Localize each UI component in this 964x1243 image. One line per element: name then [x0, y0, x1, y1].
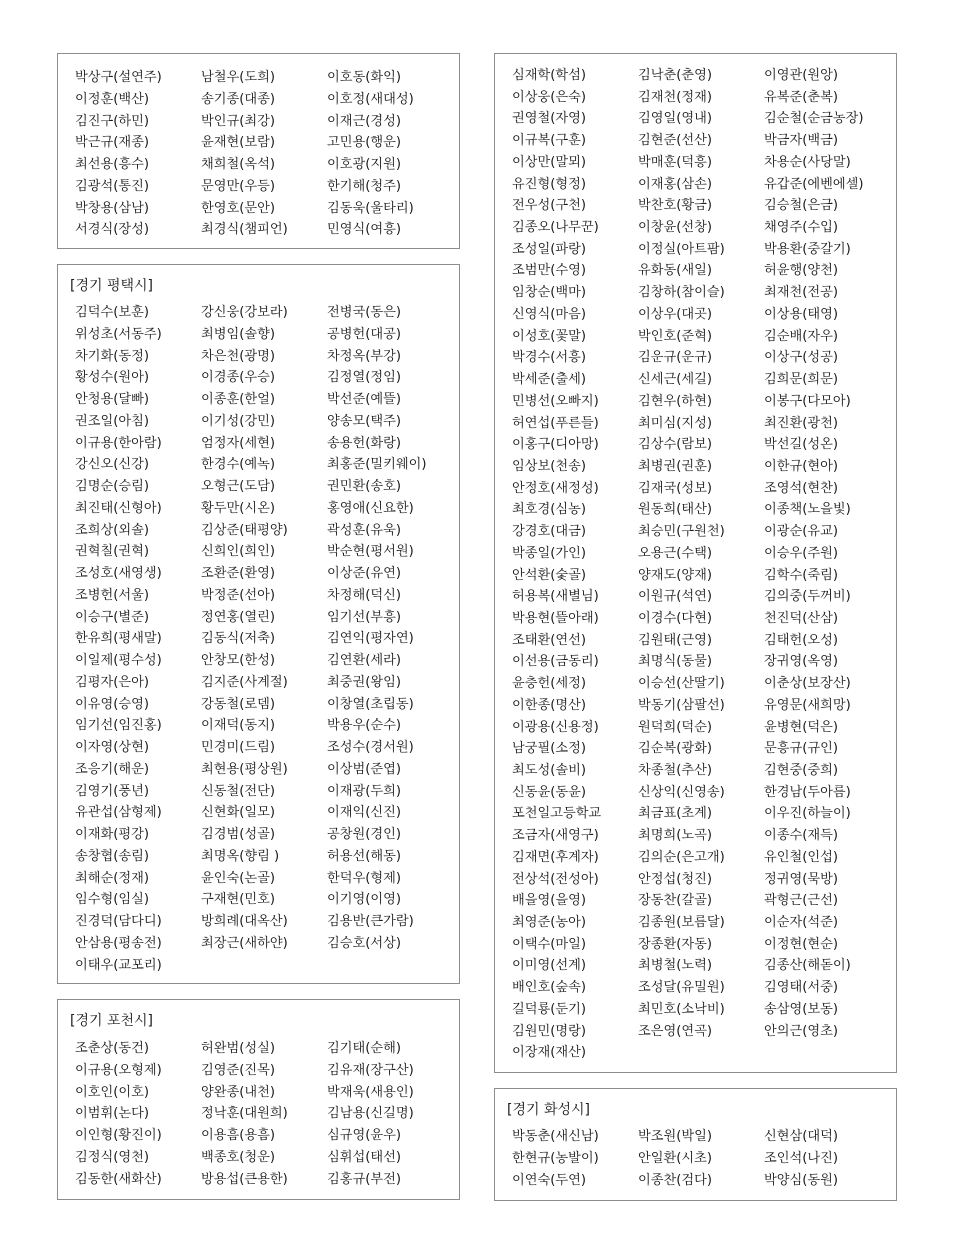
name-entry: 안의근(영초)	[764, 1023, 838, 1039]
name-entry: 한경남(두아름)	[764, 784, 851, 800]
name-entry: 이원규(석연)	[638, 589, 712, 605]
name-entry: 송용헌(화랑)	[327, 435, 401, 451]
section-title: [경기 포천시]	[70, 1013, 153, 1029]
name-entry: 민병선(오빠지)	[512, 393, 599, 409]
name-entry: 박순현(평서원)	[327, 544, 414, 560]
name-entry: 최명식(동물)	[638, 654, 712, 670]
name-entry: 이경종(우승)	[201, 370, 275, 386]
name-entry: 허용선(해동)	[327, 848, 401, 864]
name-entry: 윤인숙(논골)	[201, 870, 275, 886]
name-entry: 김명순(승림)	[75, 479, 149, 494]
name-entry: 최진환(광천)	[764, 415, 838, 431]
name-entry: 조성수(경서원)	[327, 740, 414, 755]
name-entry: 박근규(재종)	[75, 135, 149, 151]
name-entry: 이홍구(디아망)	[512, 437, 599, 453]
name-entry: 김동식(저축)	[201, 631, 275, 647]
section-pyeongtaek	[57, 264, 460, 984]
name-grid	[75, 302, 453, 976]
name-entry: 이재덕(동지)	[201, 718, 275, 734]
name-entry: 이창윤(선창)	[638, 220, 712, 236]
name-entry: 김기태(순해)	[327, 1041, 401, 1056]
name-entry: 박세준(출세)	[512, 372, 586, 388]
name-entry: 박매훈(덕흥)	[638, 154, 712, 170]
name-entry: 이미영(선계)	[512, 958, 586, 974]
name-entry: 장동찬(갈골)	[638, 893, 712, 909]
name-entry: 남궁필(소정)	[512, 741, 586, 757]
name-entry: 차종철(추산)	[638, 763, 712, 778]
name-entry: 위성초(서동주)	[75, 326, 162, 342]
name-entry: 이태우(교포리)	[75, 957, 162, 973]
name-entry: 김상준(태평양)	[201, 522, 288, 538]
name-entry: 오용근(수택)	[638, 545, 712, 561]
name-entry: 차용순(사당말)	[764, 154, 851, 170]
name-entry: 유갑준(에벤에셀)	[764, 176, 864, 192]
name-entry: 엄정자(세현)	[201, 435, 275, 451]
name-entry: 이승선(산딸기)	[638, 676, 725, 692]
name-entry: 조성일(파랑)	[512, 241, 586, 257]
name-entry: 김남용(신길명)	[327, 1106, 414, 1122]
name-entry: 포천일고등학교	[512, 806, 602, 822]
name-entry: 김덕수(보훈)	[75, 305, 149, 320]
name-entry: 이광순(유교)	[764, 524, 838, 540]
name-entry: 공병헌(대공)	[327, 326, 401, 342]
name-entry: 백종호(청운)	[201, 1149, 275, 1165]
name-entry: 최도성(솔비)	[512, 763, 586, 778]
name-entry: 최현용(평상원)	[201, 761, 288, 777]
name-entry: 신현삼(대덕)	[764, 1129, 838, 1144]
name-entry: 이상범(준엽)	[327, 761, 401, 777]
name-entry: 권영철(자영)	[512, 111, 586, 127]
name-entry: 고민용(행운)	[327, 135, 401, 151]
name-entry: 이승구(별준)	[75, 609, 149, 625]
name-entry: 유복준(춘복)	[764, 89, 838, 105]
name-entry: 이규복(구훈)	[512, 133, 586, 149]
name-entry: 안창모(한성)	[201, 653, 275, 668]
name-entry: 유화동(새일)	[638, 263, 712, 279]
name-entry: 박용환(중갈기)	[764, 241, 851, 257]
name-entry: 원동희(태산)	[638, 502, 712, 518]
name-entry: 차정해(덕신)	[327, 587, 401, 603]
name-entry: 이춘상(보장산)	[764, 676, 851, 692]
name-entry: 안일환(시초)	[638, 1150, 712, 1166]
name-entry: 이기성(강민)	[201, 413, 275, 429]
name-entry: 이상우(대곳)	[638, 306, 712, 322]
name-entry: 이한종(명산)	[512, 697, 586, 713]
name-entry: 신희인(희인)	[201, 544, 275, 560]
section-right-top	[494, 53, 897, 1073]
name-entry: 이자영(상현)	[75, 740, 149, 755]
name-entry: 권조일(아침)	[75, 413, 149, 429]
name-entry: 유영문(새희망)	[764, 697, 851, 713]
name-entry: 한덕우(형제)	[327, 870, 401, 886]
name-entry: 민영식(여흥)	[327, 222, 401, 238]
name-entry: 배을영(을영)	[512, 893, 586, 909]
name-entry: 곽형근(근선)	[764, 893, 838, 909]
name-entry: 문영만(우등)	[201, 178, 275, 194]
name-entry: 김재면(후계자)	[512, 849, 599, 865]
name-entry: 윤충헌(세정)	[512, 676, 586, 692]
name-entry: 곽성훈(유욱)	[327, 522, 401, 538]
name-entry: 방용섭(큰용한)	[201, 1171, 288, 1187]
name-entry: 박경수(서흥)	[512, 350, 586, 366]
name-entry: 임기선(부흥)	[327, 609, 401, 625]
name-entry: 신세근(세길)	[638, 372, 712, 388]
name-entry: 민경미(드림)	[201, 740, 275, 755]
name-entry: 오형근(도담)	[201, 479, 275, 494]
name-entry: 김용반(큰가람)	[327, 914, 414, 929]
name-entry: 양송모(택주)	[327, 413, 401, 429]
name-entry: 최재천(전공)	[764, 285, 838, 301]
name-entry: 박재욱(새용인)	[327, 1084, 414, 1100]
name-entry: 최명옥(향림 )	[201, 848, 280, 864]
name-entry: 박상구(설연주)	[75, 70, 162, 85]
name-entry: 김순복(광화)	[638, 741, 712, 757]
name-entry: 박동춘(새신남)	[512, 1129, 599, 1144]
name-entry: 장종환(자동)	[638, 936, 712, 952]
name-grid	[75, 1038, 453, 1190]
name-entry: 최민호(소낙비)	[638, 1001, 725, 1017]
name-entry: 박찬호(황금)	[638, 198, 712, 214]
name-entry: 김영기(풍년)	[75, 783, 149, 799]
name-entry: 박동기(삼팔선)	[638, 697, 725, 713]
name-entry: 김현중(중희)	[764, 763, 838, 778]
name-entry: 권혁칠(권혁)	[75, 544, 149, 560]
name-entry: 조희상(외솔)	[75, 522, 149, 538]
name-entry: 김의순(은고개)	[638, 849, 725, 865]
name-entry: 이규용(한아람)	[75, 435, 162, 451]
name-entry: 김순배(자우)	[764, 328, 838, 344]
name-entry: 박인호(준혁)	[638, 328, 712, 344]
name-entry: 김현우(하현)	[638, 393, 712, 409]
name-entry: 김홍규(부전)	[327, 1171, 401, 1187]
name-entry: 김상수(람보)	[638, 437, 712, 453]
name-entry: 이종훈(한얼)	[201, 392, 275, 407]
name-entry: 박금자(백금)	[764, 133, 838, 149]
name-entry: 김창하(참이슬)	[638, 285, 725, 301]
name-entry: 김의중(두꺼비)	[764, 589, 851, 605]
name-entry: 한영호(문안)	[201, 200, 275, 216]
name-entry: 한경수(예녹)	[201, 457, 275, 473]
name-entry: 이연숙(두연)	[512, 1172, 586, 1188]
name-entry: 이호인(이호)	[75, 1084, 149, 1100]
name-entry: 차기화(동정)	[75, 348, 149, 364]
name-entry: 이택수(마일)	[512, 936, 586, 952]
name-entry: 이종찬(검다)	[638, 1172, 712, 1188]
name-entry: 안석환(숯골)	[512, 567, 586, 583]
name-entry: 김원민(명랑)	[512, 1023, 586, 1039]
name-entry: 최선용(흥수)	[75, 157, 149, 172]
name-entry: 전상석(전성아)	[512, 871, 599, 887]
name-entry: 조태환(연선)	[512, 632, 586, 648]
name-entry: 김종오(나무꾼)	[512, 220, 599, 236]
name-entry: 박인규(최강)	[201, 113, 275, 129]
name-entry: 김승호(서상)	[327, 935, 401, 951]
name-entry: 이상웅(은숙)	[512, 89, 586, 105]
name-entry: 최홍준(밀키웨이)	[327, 457, 427, 473]
name-entry: 진경덕(담다디)	[75, 914, 162, 929]
name-entry: 김정식(영천)	[75, 1149, 149, 1165]
name-entry: 장귀영(옥영)	[764, 654, 838, 670]
name-entry: 이상용(태영)	[764, 306, 838, 322]
name-entry: 이영관(원앙)	[764, 68, 838, 83]
name-entry: 박용우(순수)	[327, 718, 401, 734]
name-entry: 김동한(새화산)	[75, 1171, 162, 1187]
name-entry: 김정열(정임)	[327, 370, 401, 386]
name-entry: 조인석(나진)	[764, 1150, 838, 1166]
name-entry: 천진덕(산삼)	[764, 610, 838, 626]
name-entry: 김진구(하민)	[75, 113, 149, 129]
name-entry: 최영준(농아)	[512, 915, 586, 931]
name-entry: 정연홍(열린)	[201, 609, 275, 625]
name-entry: 이상구(성공)	[764, 350, 838, 366]
name-entry: 채희철(옥석)	[201, 157, 275, 172]
name-entry: 임창순(백마)	[512, 285, 586, 301]
name-entry: 신상익(신영송)	[638, 784, 725, 800]
name-entry: 최중권(왕임)	[327, 674, 401, 690]
name-entry: 이상준(유연)	[327, 566, 401, 581]
name-entry: 신동윤(동윤)	[512, 784, 586, 800]
name-entry: 김재국(성보)	[638, 480, 712, 496]
name-entry: 방희례(대옥산)	[201, 914, 288, 929]
name-entry: 조범만(수영)	[512, 263, 586, 279]
name-entry: 최호경(심농)	[512, 502, 586, 518]
name-entry: 김태헌(오성)	[764, 632, 838, 648]
name-entry: 최금표(초계)	[638, 806, 712, 822]
name-entry: 최승민(구원천)	[638, 524, 725, 540]
name-entry: 송삼영(보동)	[764, 1001, 838, 1017]
name-entry: 김희문(희문)	[764, 372, 838, 388]
name-entry: 전병국(동은)	[327, 305, 401, 320]
name-entry: 길덕룡(둔기)	[512, 1001, 586, 1017]
name-entry: 김순철(순금농장)	[764, 111, 864, 127]
name-entry: 최병임(솔향)	[201, 326, 275, 342]
name-entry: 최병권(권훈)	[638, 458, 712, 474]
name-entry: 이규용(오형제)	[75, 1062, 162, 1078]
name-entry: 이용흠(용흠)	[201, 1128, 275, 1143]
name-entry: 윤재현(보람)	[201, 135, 275, 151]
name-entry: 이성호(꽃말)	[512, 328, 586, 344]
name-entry: 이재화(평강)	[75, 827, 149, 842]
name-entry: 권민환(송호)	[327, 479, 401, 494]
name-entry: 신영식(마음)	[512, 306, 586, 322]
name-entry: 이정실(아트팜)	[638, 241, 725, 257]
name-entry: 김종산(해돋이)	[764, 958, 851, 974]
name-entry: 조금자(새영구)	[512, 828, 599, 844]
name-entry: 이재광(두희)	[327, 783, 401, 799]
name-entry: 박정준(선아)	[201, 587, 275, 603]
name-entry	[764, 1042, 890, 1064]
name-entry: 이재홍(삼손)	[638, 176, 712, 192]
name-entry: 안청용(달빠)	[75, 392, 149, 407]
name-entry: 양완종(내천)	[201, 1084, 275, 1100]
name-entry: 이기영(이영)	[327, 892, 401, 908]
name-entry: 안정섭(청진)	[638, 871, 712, 887]
name-entry: 강신오(신강)	[75, 457, 149, 473]
name-entry: 조은영(연곡)	[638, 1023, 712, 1039]
name-entry: 최병철(노력)	[638, 958, 712, 974]
name-entry: 심규영(윤우)	[327, 1128, 401, 1143]
name-entry: 김경범(성골)	[201, 827, 275, 842]
name-entry: 최진태(신형아)	[75, 500, 162, 516]
section-title: [경기 평택시]	[70, 278, 153, 294]
name-entry: 최장근(새하얀)	[201, 935, 288, 951]
name-entry: 차은천(광명)	[201, 348, 275, 364]
name-entry: 유인철(인섭)	[764, 849, 838, 865]
name-entry: 유관섭(삼형제)	[75, 805, 162, 821]
name-entry: 강경호(대금)	[512, 524, 586, 540]
section-title: [경기 화성시]	[507, 1102, 590, 1118]
name-entry: 박양심(동원)	[764, 1172, 838, 1188]
name-entry: 김평자(은아)	[75, 674, 149, 690]
name-entry: 이우진(하늘이)	[764, 806, 851, 822]
name-entry: 문흥규(규인)	[764, 741, 838, 757]
name-entry: 강동철(로뎀)	[201, 696, 275, 712]
name-grid	[75, 67, 453, 241]
name-entry	[327, 955, 453, 977]
name-entry: 서경식(장성)	[75, 222, 149, 238]
name-entry: 박종일(가인)	[512, 545, 586, 561]
name-entry: 이종수(재득)	[764, 828, 838, 844]
name-entry: 조춘상(동건)	[75, 1041, 149, 1056]
name-entry: 정귀영(묵방)	[764, 871, 838, 887]
name-entry: 이광용(신용정)	[512, 719, 599, 735]
name-entry: 차정옥(부강)	[327, 348, 401, 364]
name-entry: 남철우(도희)	[201, 70, 275, 85]
name-entry: 공창원(경인)	[327, 827, 401, 842]
name-entry: 김승철(은금)	[764, 198, 838, 214]
name-entry: 김운규(운규)	[638, 350, 712, 366]
name-entry: 조성달(유밀원)	[638, 980, 725, 996]
name-entry: 강신웅(강보라)	[201, 305, 288, 320]
name-entry: 김영일(영내)	[638, 111, 712, 127]
name-entry: 심휘섭(태선)	[327, 1149, 401, 1165]
name-entry: 배인호(숲속)	[512, 980, 586, 996]
name-entry: 허용복(새별님)	[512, 589, 599, 605]
name-entry: 최미심(지성)	[638, 415, 712, 431]
name-entry: 김영준(진목)	[201, 1062, 275, 1078]
name-entry: 박선길(성온)	[764, 437, 838, 453]
name-entry: 안삼용(평송전)	[75, 935, 162, 951]
name-entry: 박용현(뜰아래)	[512, 610, 599, 626]
name-entry: 안정호(새정성)	[512, 480, 599, 496]
name-entry: 이승우(주원)	[764, 545, 838, 561]
name-entry: 신현화(일모)	[201, 805, 275, 821]
name-grid	[512, 65, 890, 1064]
name-entry: 황성수(원아)	[75, 370, 149, 386]
name-entry: 김낙춘(춘영)	[638, 68, 712, 83]
name-entry: 김종원(보름달)	[638, 915, 725, 931]
name-entry: 한현규(농발이)	[512, 1150, 599, 1166]
name-entry: 원덕희(덕순)	[638, 719, 712, 735]
name-entry: 김동욱(울타리)	[327, 200, 414, 216]
name-entry: 김영태(서중)	[764, 980, 838, 996]
name-entry: 채영주(수입)	[764, 220, 838, 236]
name-entry: 박창용(삼남)	[75, 200, 149, 216]
name-entry: 이순자(석준)	[764, 915, 838, 931]
name-entry: 허연섭(푸른들)	[512, 415, 599, 431]
name-entry: 황두만(시온)	[201, 500, 275, 516]
name-entry: 이봉구(다모아)	[764, 393, 851, 409]
name-entry: 최명희(노곡)	[638, 828, 712, 844]
name-entry: 김지준(사계절)	[201, 674, 288, 690]
name-entry: 송창협(송림)	[75, 848, 149, 864]
name-entry: 이상만(말뫼)	[512, 154, 586, 170]
name-entry: 정낙훈(대원희)	[201, 1106, 288, 1122]
name-entry: 최해순(정재)	[75, 870, 149, 886]
name-entry: 김재천(정재)	[638, 89, 712, 105]
name-entry: 이호정(새대성)	[327, 91, 414, 107]
name-entry: 양재도(양재)	[638, 567, 712, 583]
name-entry	[638, 1042, 764, 1064]
name-entry: 송기종(대종)	[201, 91, 275, 107]
name-entry: 김광석(통진)	[75, 178, 149, 194]
name-entry: 전우성(구천)	[512, 198, 586, 214]
name-entry: 신동철(전단)	[201, 783, 275, 799]
name-entry: 김유재(장구산)	[327, 1062, 414, 1078]
name-entry: 윤병현(덕은)	[764, 719, 838, 735]
name-entry: 조환준(환영)	[201, 566, 275, 581]
name-entry: 허윤행(양천)	[764, 263, 838, 279]
name-entry: 김연익(평자연)	[327, 631, 414, 647]
name-entry: 구재현(민호)	[201, 892, 275, 908]
name-entry	[201, 955, 327, 977]
name-entry: 이범휘(논다)	[75, 1106, 149, 1122]
name-entry: 이호광(지원)	[327, 157, 401, 172]
name-grid	[512, 1126, 890, 1191]
name-entry: 임기선(임진홍)	[75, 718, 162, 734]
name-entry: 이장재(재산)	[512, 1045, 586, 1061]
name-entry: 최경식(챔피언)	[201, 222, 288, 238]
name-entry: 이한규(현아)	[764, 458, 838, 474]
name-entry: 조성호(새영생)	[75, 566, 162, 581]
name-entry: 김현준(선산)	[638, 133, 712, 149]
name-entry: 김원태(근영)	[638, 632, 712, 648]
name-entry: 이종책(노을빛)	[764, 502, 851, 518]
name-entry: 조영석(현찬)	[764, 480, 838, 496]
name-entry: 허완범(성실)	[201, 1041, 275, 1056]
name-entry: 이정현(현순)	[764, 936, 838, 952]
name-entry: 임상보(천송)	[512, 458, 586, 474]
name-entry: 홍영애(신요한)	[327, 500, 414, 516]
name-entry: 심재학(학섬)	[512, 68, 586, 83]
name-entry: 이선용(금동리)	[512, 654, 599, 670]
section-pocheon	[57, 999, 460, 1200]
name-entry: 임수형(임실)	[75, 892, 149, 908]
name-entry: 박조원(박일)	[638, 1129, 712, 1144]
name-entry: 이재익(신진)	[327, 805, 401, 821]
name-entry: 한기해(청주)	[327, 178, 401, 194]
section-hwaseong	[494, 1088, 897, 1201]
name-entry: 이재근(경성)	[327, 113, 401, 129]
name-entry: 김학수(죽림)	[764, 567, 838, 583]
name-entry: 한유희(평새말)	[75, 631, 162, 647]
name-entry: 이경수(다현)	[638, 610, 712, 626]
name-entry: 김연환(세라)	[327, 653, 401, 668]
section-top-left	[57, 53, 460, 249]
name-entry: 이일제(평수성)	[75, 653, 162, 668]
name-entry: 이인형(황진이)	[75, 1128, 162, 1143]
name-entry: 이호동(화익)	[327, 70, 401, 85]
name-entry: 조병헌(서울)	[75, 587, 149, 603]
name-entry: 유진형(형정)	[512, 176, 586, 192]
name-entry: 박선준(예뜰)	[327, 392, 401, 407]
name-entry: 이창열(초립동)	[327, 696, 414, 712]
name-entry: 이유영(승영)	[75, 696, 149, 712]
name-entry: 이정훈(백산)	[75, 91, 149, 107]
name-entry: 조응기(해운)	[75, 761, 149, 777]
